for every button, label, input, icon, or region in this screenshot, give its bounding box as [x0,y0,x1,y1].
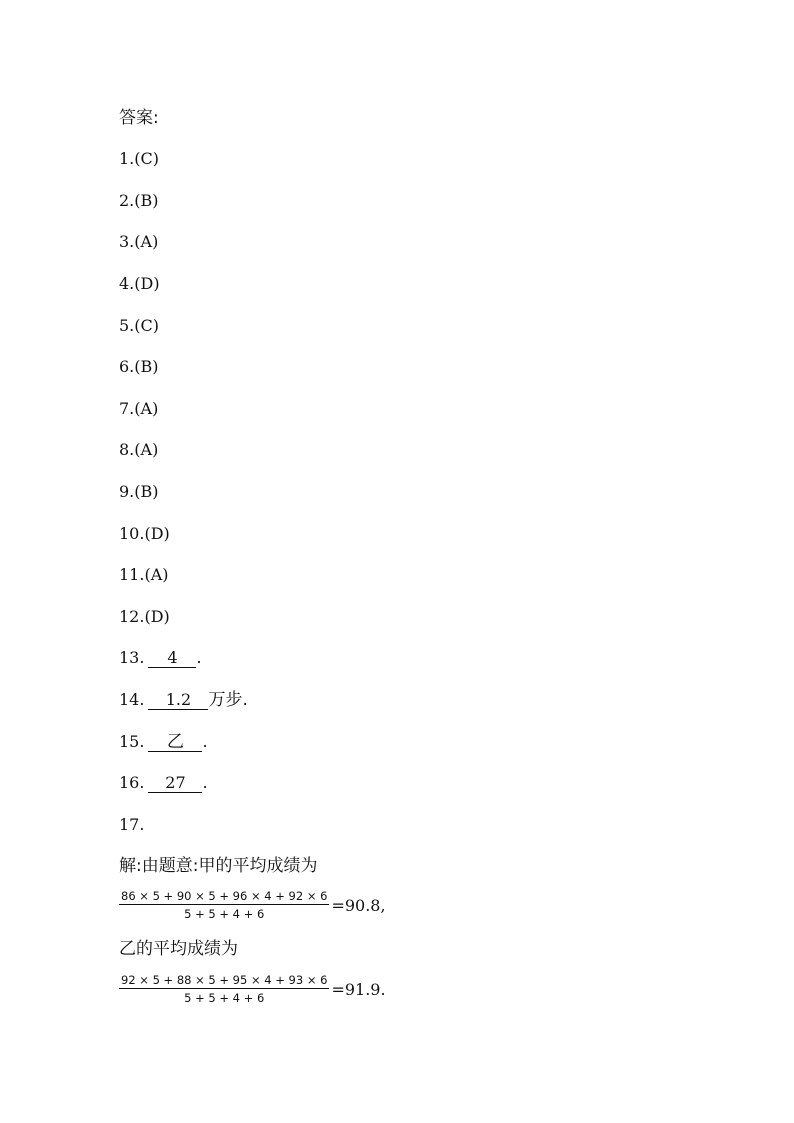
question-number: 9. [119,482,135,501]
blank-suffix: . [196,648,202,667]
fill-blank-line [119,773,208,793]
question-number: 12. [119,607,145,626]
answer-line [119,191,159,211]
answer-line [119,565,169,585]
yi-average-result: =91.9. [331,979,386,999]
fill-blank-line [119,690,248,710]
question-number: 8. [119,440,135,459]
question-number: 16. [119,773,145,792]
fraction-numerator: 86 × 5 + 90 × 5 + 96 × 4 + 92 × 6 [121,889,328,903]
fill-blank-line [119,648,202,668]
answer-choice: (A) [134,232,159,251]
answer-line [119,149,159,169]
question-17-number: 17. [119,815,145,834]
answers-heading: 答案: [119,108,159,128]
question-number: 7. [119,399,135,418]
fill-blank-answer: 4 [148,649,196,668]
answer-choice: (A) [134,440,159,459]
fraction-denominator: 5 + 5 + 4 + 6 [184,991,265,1005]
question-number: 11. [119,565,145,584]
fraction-denominator: 5 + 5 + 4 + 6 [184,907,265,921]
question-number: 14. [119,690,145,709]
answer-choice: (A) [134,399,159,418]
answer-line [119,440,158,460]
blank-suffix: . [202,732,208,751]
solution-intro: 解:由题意:甲的平均成绩为 [119,856,318,876]
answer-choice: (D) [134,274,160,293]
blank-suffix: . [202,773,208,792]
fraction-bar [119,988,329,989]
answer-choice: (C) [134,149,159,168]
answer-line [119,524,170,544]
blank-suffix: 万步. [208,690,248,710]
jia-average-formula [119,889,386,921]
yi-average-formula [119,973,386,1005]
answer-choice: (D) [144,524,170,543]
answer-line [119,399,158,419]
question-number: 5. [119,316,135,335]
answer-choice: (C) [134,316,159,335]
answer-choice: (B) [134,357,159,376]
question-number: 13. [119,648,145,667]
question-number: 2. [119,191,135,210]
answer-choice: (D) [144,607,170,626]
question-number: 6. [119,357,135,376]
question-number: 10. [119,524,145,543]
fill-blank-answer: 27 [148,774,202,793]
answer-line [119,232,158,252]
jia-average-result: =90.8, [331,895,386,915]
fill-blank-line [119,732,208,752]
question-number: 1. [119,149,135,168]
fill-blank-answer: 1.2 [148,691,208,710]
answer-line [119,357,159,377]
answer-line [119,316,159,336]
answer-choice: (B) [134,191,159,210]
fraction-numerator: 92 × 5 + 88 × 5 + 95 × 4 + 93 × 6 [121,973,328,987]
answer-line [119,607,170,627]
answer-choice: (B) [134,482,159,501]
yi-intro: 乙的平均成绩为 [119,939,238,959]
fraction [119,889,329,921]
question-number: 15. [119,732,145,751]
answer-choice: (A) [144,565,169,584]
fill-blank-answer: 乙 [148,733,202,752]
question-number: 3. [119,232,135,251]
fraction [119,973,329,1005]
answer-line [119,482,159,502]
question-number: 4. [119,274,135,293]
fraction-bar [119,904,329,905]
answer-line [119,274,160,294]
